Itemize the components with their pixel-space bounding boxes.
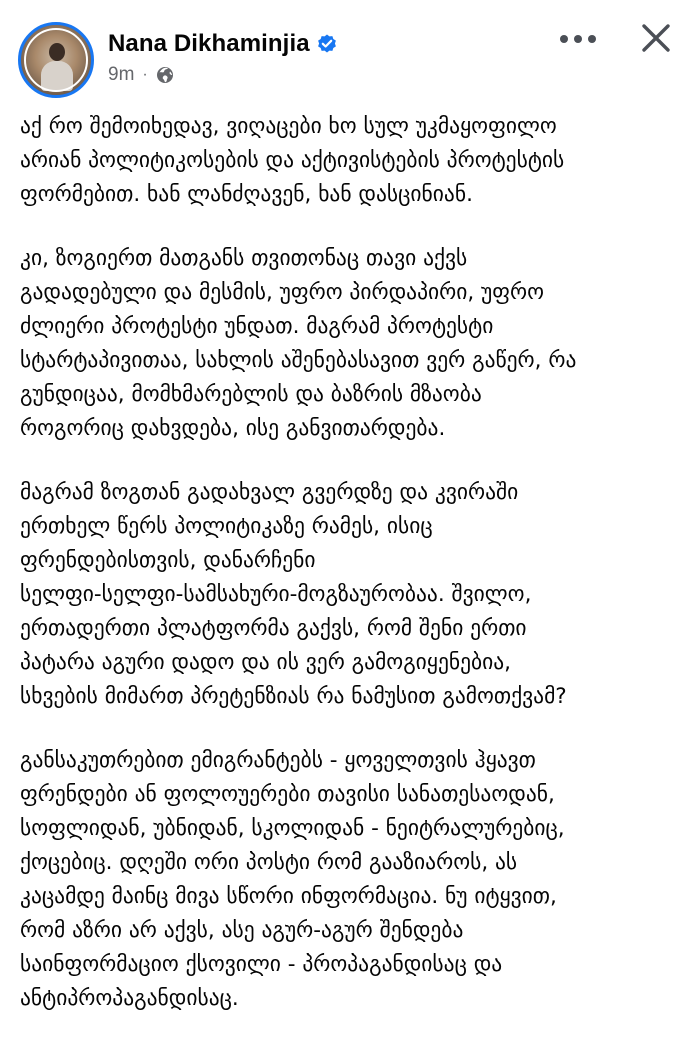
meta-separator: · — [142, 66, 148, 83]
post-text-line: გადადებული და მესმის, უფრო პირდაპირი, უფრო — [20, 280, 545, 305]
post-text-line: სტარტაპივითაა, სახლის აშენებასავით ვერ გაწერ, რა — [20, 348, 577, 373]
post-text-line: რომ აზრი არ აქვს, ასე აგურ-აგურ შენდება — [20, 918, 464, 943]
post-text-line: ერთხელ წერს პოლიტიკაზე რამეს, ისიც — [20, 514, 433, 539]
author-name-row — [108, 30, 338, 58]
post-text-line: ქოცებიც. დღეში ორი პოსტი რომ გააზიაროს, ას — [20, 850, 518, 875]
avatar-ring — [24, 28, 88, 92]
post-paragraph-1 — [20, 110, 680, 212]
post-paragraph-3 — [20, 476, 680, 714]
post-text-line: ანტიპროპაგანდისაც. — [20, 986, 239, 1011]
post-header — [0, 0, 690, 100]
post-text-line: ძლიერი პროტესტი უნდათ. მაგრამ პროტესტი — [20, 314, 494, 339]
post-text-line: განსაკუთრებით ემიგრანტებს - ყოველთვის ჰყავთ — [20, 748, 536, 773]
author-name[interactable]: Nana Dikhaminjia — [108, 30, 310, 57]
post-text-line: გუნდიცაა, მომხმარებლის და ბაზრის მზაობა — [20, 382, 482, 407]
author-avatar[interactable] — [18, 22, 94, 98]
post-text-line: არიან პოლიტიკოსების და აქტივისტების პროტესტის — [20, 148, 565, 173]
post-meta — [108, 64, 174, 86]
post-text-line: სოფლიდან, უბნიდან, სკოლიდან - ნეიტრალურებიც, — [20, 816, 565, 841]
post-text-line: ერთადერთი პლატფორმა გაქვს, რომ შენი ერთი — [20, 616, 527, 641]
post-text-line: ფრენდები ან ფოლოუერები თავისი სანათესაოდან, — [20, 782, 555, 807]
verified-badge-icon — [316, 33, 338, 55]
post-timestamp[interactable]: 9m — [108, 64, 135, 85]
post-text-line: სელფი-სელფი-სამსახური-მოგზაურობაა. შვილო, — [20, 582, 532, 607]
post-text-line: მაგრამ ზოგთან გადახვალ გვერდზე და კვირაში — [20, 480, 519, 505]
close-icon — [640, 22, 672, 54]
close-button[interactable] — [632, 14, 680, 62]
post-text-line: კაცამდე მაინც მივა სწორი ინფორმაცია. ნუ იტყვით, — [20, 884, 557, 909]
more-options-button[interactable] — [556, 24, 600, 54]
post-body — [20, 110, 680, 1046]
post-paragraph-2 — [20, 242, 680, 446]
post-text-line: კი, ზოგიერთ მათგანს თვითონაც თავი აქვს — [20, 246, 468, 271]
post-text-line: ფორმებით. ხან ლანძღავენ, ხან დასცინიან. — [20, 182, 473, 207]
post-paragraph-4 — [20, 744, 680, 1016]
post-text-line: სხვების მიმართ პრეტენზიას რა ნამუსით გამოთქვამ? — [20, 684, 567, 709]
more-horizontal-icon — [558, 34, 598, 44]
post-text-line: როგორიც დახვდება, ისე განვითარდება. — [20, 416, 446, 441]
globe-icon[interactable] — [156, 66, 174, 84]
post-text-line: აქ რო შემოიხედავ, ვიღაცები ხო სულ უკმაყოფილო — [20, 114, 557, 139]
post-text-line: საინფორმაციო ქსოვილი - პროპაგანდისაც და — [20, 952, 503, 977]
post-text-line: ფრენდებისთვის, დანარჩენი — [20, 548, 316, 573]
post-text-line: პატარა აგური დადო და ის ვერ გამოგიყენებია, — [20, 650, 512, 675]
